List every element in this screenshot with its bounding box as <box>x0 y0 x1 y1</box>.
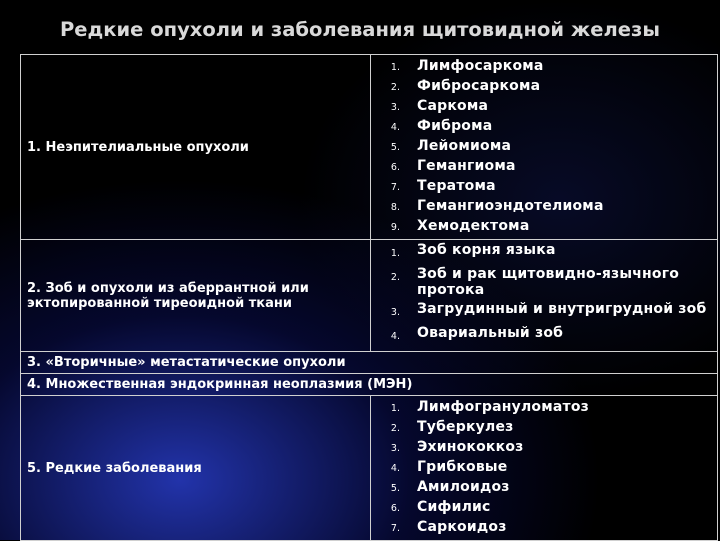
category-cell-3 <box>21 352 718 374</box>
item-text: Тератома <box>417 178 496 194</box>
item-number: 7. <box>390 182 400 193</box>
item-text: Загрудинный и внутригрудной зоб <box>417 301 707 317</box>
classification-table <box>20 54 718 541</box>
list-item <box>371 438 717 458</box>
item-text: Гемангиома <box>417 158 516 174</box>
item-number: 2. <box>390 423 400 434</box>
list-item <box>371 478 717 498</box>
list-item <box>371 325 717 346</box>
category-cell-1 <box>21 55 371 240</box>
list-item <box>371 197 717 217</box>
list-item <box>371 117 717 137</box>
item-text: Фиброма <box>417 118 493 134</box>
table-row-5 <box>21 396 718 541</box>
list-item <box>371 458 717 478</box>
list-item <box>371 157 717 177</box>
item-text: Туберкулез <box>417 419 514 435</box>
category-label: 2. Зоб и опухоли из аберрантной или эктопированной тиреоидной ткани <box>27 280 309 311</box>
list-item <box>371 301 717 322</box>
table-row-2 <box>21 240 718 352</box>
item-number: 7. <box>390 523 400 534</box>
items-cell-5 <box>371 396 718 541</box>
item-text: Зоб корня языка <box>417 242 556 258</box>
items-list-5 <box>371 396 717 540</box>
list-item <box>371 137 717 157</box>
item-number: 3. <box>390 307 400 318</box>
item-number: 4. <box>390 463 400 474</box>
item-number: 4. <box>390 122 400 133</box>
list-item <box>371 498 717 518</box>
list-item <box>371 97 717 117</box>
category-label: 3. «Вторичные» метастатические опухоли <box>27 355 346 370</box>
item-number: 3. <box>390 102 400 113</box>
item-number: 2. <box>390 82 400 93</box>
item-number: 4. <box>390 331 400 342</box>
list-item <box>371 518 717 538</box>
slide-title: Редкие опухоли и заболевания щитовидной железы <box>60 18 660 41</box>
items-list-1 <box>371 55 717 239</box>
category-cell-5 <box>21 396 371 541</box>
item-number: 9. <box>390 222 400 233</box>
item-number: 1. <box>390 248 400 259</box>
item-text: Сифилис <box>417 499 491 515</box>
item-text: Саркоидоз <box>417 519 507 535</box>
items-cell-1 <box>371 55 718 240</box>
item-text: Лимфогрануломатоз <box>417 399 590 415</box>
item-text: Гемангиоэндотелиома <box>417 198 604 214</box>
item-number: 1. <box>390 403 400 414</box>
item-text: Фибросаркома <box>417 78 541 94</box>
item-text: Зоб и рак щитовидно-язычного протока <box>417 266 680 298</box>
item-number: 5. <box>390 142 400 153</box>
list-item <box>371 418 717 438</box>
table-row-1 <box>21 55 718 240</box>
table-row-4 <box>21 374 718 396</box>
category-label: 1. Неэпителиальные опухоли <box>27 139 249 155</box>
item-text: Амилоидоз <box>417 479 510 495</box>
item-text: Хемодектома <box>417 218 530 234</box>
item-number: 8. <box>390 202 400 213</box>
item-number: 2. <box>390 272 400 283</box>
category-cell-4 <box>21 374 718 396</box>
list-item <box>371 217 717 237</box>
list-item <box>371 77 717 97</box>
item-text: Грибковые <box>417 459 508 475</box>
item-text: Лимфосаркома <box>417 58 544 74</box>
list-item <box>371 57 717 77</box>
item-number: 5. <box>390 483 400 494</box>
category-label: 4. Множественная эндокринная неоплазмия (МЭН) <box>27 377 413 392</box>
item-text: Овариальный зоб <box>417 325 564 341</box>
list-item <box>371 177 717 197</box>
item-text: Лейомиома <box>417 138 512 154</box>
list-item <box>371 242 717 263</box>
item-text: Эхинококкоз <box>417 439 524 455</box>
table-row-3 <box>21 352 718 374</box>
items-cell-2 <box>371 240 718 352</box>
item-number: 6. <box>390 162 400 173</box>
list-item <box>371 398 717 418</box>
list-item <box>371 266 717 298</box>
item-text: Саркома <box>417 98 489 114</box>
item-number: 3. <box>390 443 400 454</box>
items-list-2 <box>371 240 717 351</box>
category-label: 5. Редкие заболевания <box>27 460 202 476</box>
item-number: 6. <box>390 503 400 514</box>
category-cell-2 <box>21 240 371 352</box>
item-number: 1. <box>390 62 400 73</box>
